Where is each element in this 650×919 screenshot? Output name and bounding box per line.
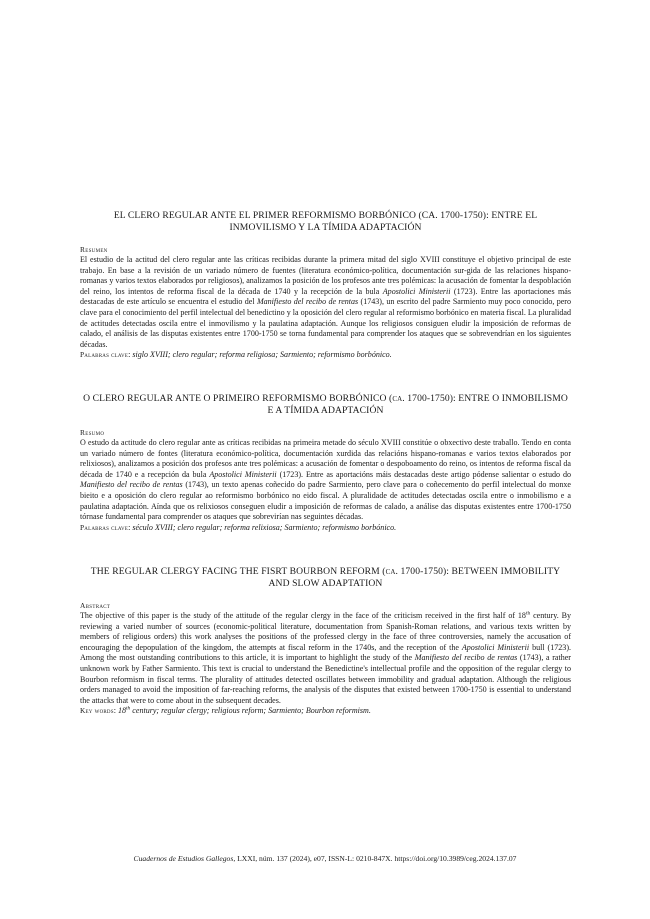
abstract-text-gl: O estudo da actitude do clero regular ante as críticas recibidas na primeira metade do século XVIII constitúe o obxectivo deste traballo. Tendo en conta un variado número de fontes (literatura económico-política, documentación xurdida das relacións hispano-romanas e varios textos elaborados por relixiosos), analizamos a posición dos profesos ante tres polémicas: a acusación de fomentar o despoboamento do reino, os intentos de reforma fiscal da década de 1740 e a recepción da bula Apostolici Ministerii (1723). Entre as aportacións máis destacadas deste artigo pódense salientar o estudo do Manifiesto del recibo de rentas (1743), un texto apenas coñecido do padre Sarmiento, pero clave para o coñecemento do perfil intelectual do monxe bieito e a oposición do clero regular ao reformismo borbónico no eido fiscal. A pluralidade de actitudes detectadas oscila entre o inmobilismo e a paulatina adaptación. Aínda que os relixiosos conseguen eludir a imposición de reformas de calado, a análise das disputas existentes entre 1700-1750 tórnase fundamental para comprender os ataques que sobrevirían nas seguintes décadas. bbox=[80, 438, 572, 522]
manifiesto-title-en: Manifiesto del recibo de rentas bbox=[414, 653, 518, 663]
abstract-section-gl bbox=[80, 393, 571, 533]
page-footer bbox=[0, 854, 650, 864]
bull-title-es: Apostolici Ministerii bbox=[382, 286, 451, 296]
citation-details: , LXXI, núm. 137 (2024), e07, ISSN-L: 0210-847X. https://doi.org/10.3989/ceg.2024.137.07 bbox=[233, 854, 517, 863]
article-title-gl: O CLERO REGULAR ANTE O PRIMEIRO REFORMISMO BORBÓNICO (ca. 1700-1750): ENTRE O INMOBILISMO E A TÍMIDA ADAPTACIÓN bbox=[83, 393, 568, 416]
abstract-section-en bbox=[80, 566, 571, 717]
bull-title-gl: Apostolici Ministerii bbox=[209, 469, 277, 479]
article-title-en: THE REGULAR CLERGY FACING THE FISRT BOURBON REFORM (ca. 1700-1750): BETWEEN IMMOBILITY AND SLOW ADAPTATION bbox=[90, 566, 561, 589]
journal-name: Cuadernos de Estudios Gallegos bbox=[133, 854, 234, 863]
article-title-es: EL CLERO REGULAR ANTE EL PRIMER REFORMISMO BORBÓNICO (CA. 1700-1750): ENTRE EL INMOVILISMO Y LA TÍMIDA ADAPTACIÓN bbox=[113, 210, 538, 233]
keywords-gl: Palabras clave: século XVIII; clero regular; reforma relixiosa; Sarmiento; reformismo borbónico. bbox=[80, 522, 397, 532]
abstract-label-gl: Resumo bbox=[80, 428, 105, 437]
manifiesto-title-gl: Manifiesto del recibo de rentas bbox=[80, 480, 183, 490]
abstract-section-es bbox=[80, 210, 571, 361]
bull-title-en: Apostolici Ministerii bbox=[461, 642, 530, 652]
manifiesto-title-es: Manifiesto del recibo de rentas bbox=[256, 297, 359, 307]
keywords-en: Key words: 18th century; regular clergy; religious reform; Sarmiento; Bourbon reformism. bbox=[80, 705, 371, 716]
abstract-label-es: Resumen bbox=[80, 245, 108, 254]
abstract-label-en: Abstract bbox=[80, 601, 111, 610]
abstract-text-es: El estudio de la actitud del clero regular ante las críticas recibidas durante la primera mitad del siglo XVIII constituye el objetivo principal de este trabajo. En base a la revisión de un variado número de fuentes (literatura económico-política, documentación sur-gida de las relaciones hispano-romanas y varios textos elaborados por religiosos), analizamos la posición de los profesos ante tres polémicas: la acusación de fomentar la despoblación del reino, los intentos de reforma fiscal de la década de 1740 y la recepción de la bula Apostolici Ministerii (1723). Entre las aportaciones más destacadas de este artículo se encuentra el estudio del Manifiesto del recibo de rentas (1743), un escrito del padre Sarmiento muy poco conocido, pero clave para el conocimiento del perfil intelectual del benedictino y la oposición del clero regular al reformismo borbónico en materia fiscal. La pluralidad de actitudes detectadas oscila entre el inmovilismo y la paulatina adaptación. Aunque los religiosos consiguen eludir la imposición de reformas de calado, el análisis de las disputas existentes entre 1700-1750 se torna fundamental para comprender los ataques que se sobrevendrían en los siguientes décadas. bbox=[80, 255, 571, 349]
abstract-text-en: The objective of this paper is the study of the attitude of the regular clergy in the face of the criticism received in the first half of 18th century. By reviewing a varied number of sources (economic-political literature, documentation from Spanish-Roman relations, and various texts written by members of religious orders) this work analyses the positions of the professed clergy in the face of three controversies, namely the accusation of encouraging the depopulation of the kingdom, the attempts at fiscal reform in the 1740s, and the reception of the Apostolici Ministerii bull (1723). Among the most outstanding contributions to this article, it is important to highlight the study of the Manifiesto del recibo de rentas (1743), a rather unknown work by Father Sarmiento. This text is crucial to understand the Benedictine's intellectual profile and the opposition of the regular clergy to Bourbon reformism in fiscal terms. The plurality of attitudes detected oscillates between immobility and gradual adaptation. Although the religious orders managed to avoid the imposition of far-reaching reforms, the analysis of the disputes that existed between 1700-1750 is essential to understand the attacks that were to come about in the subsequent decades. bbox=[80, 610, 572, 705]
keywords-es: Palabras clave: siglo XVIII; clero regular; reforma religiosa; Sarmiento; reformismo borbónico. bbox=[80, 350, 392, 360]
